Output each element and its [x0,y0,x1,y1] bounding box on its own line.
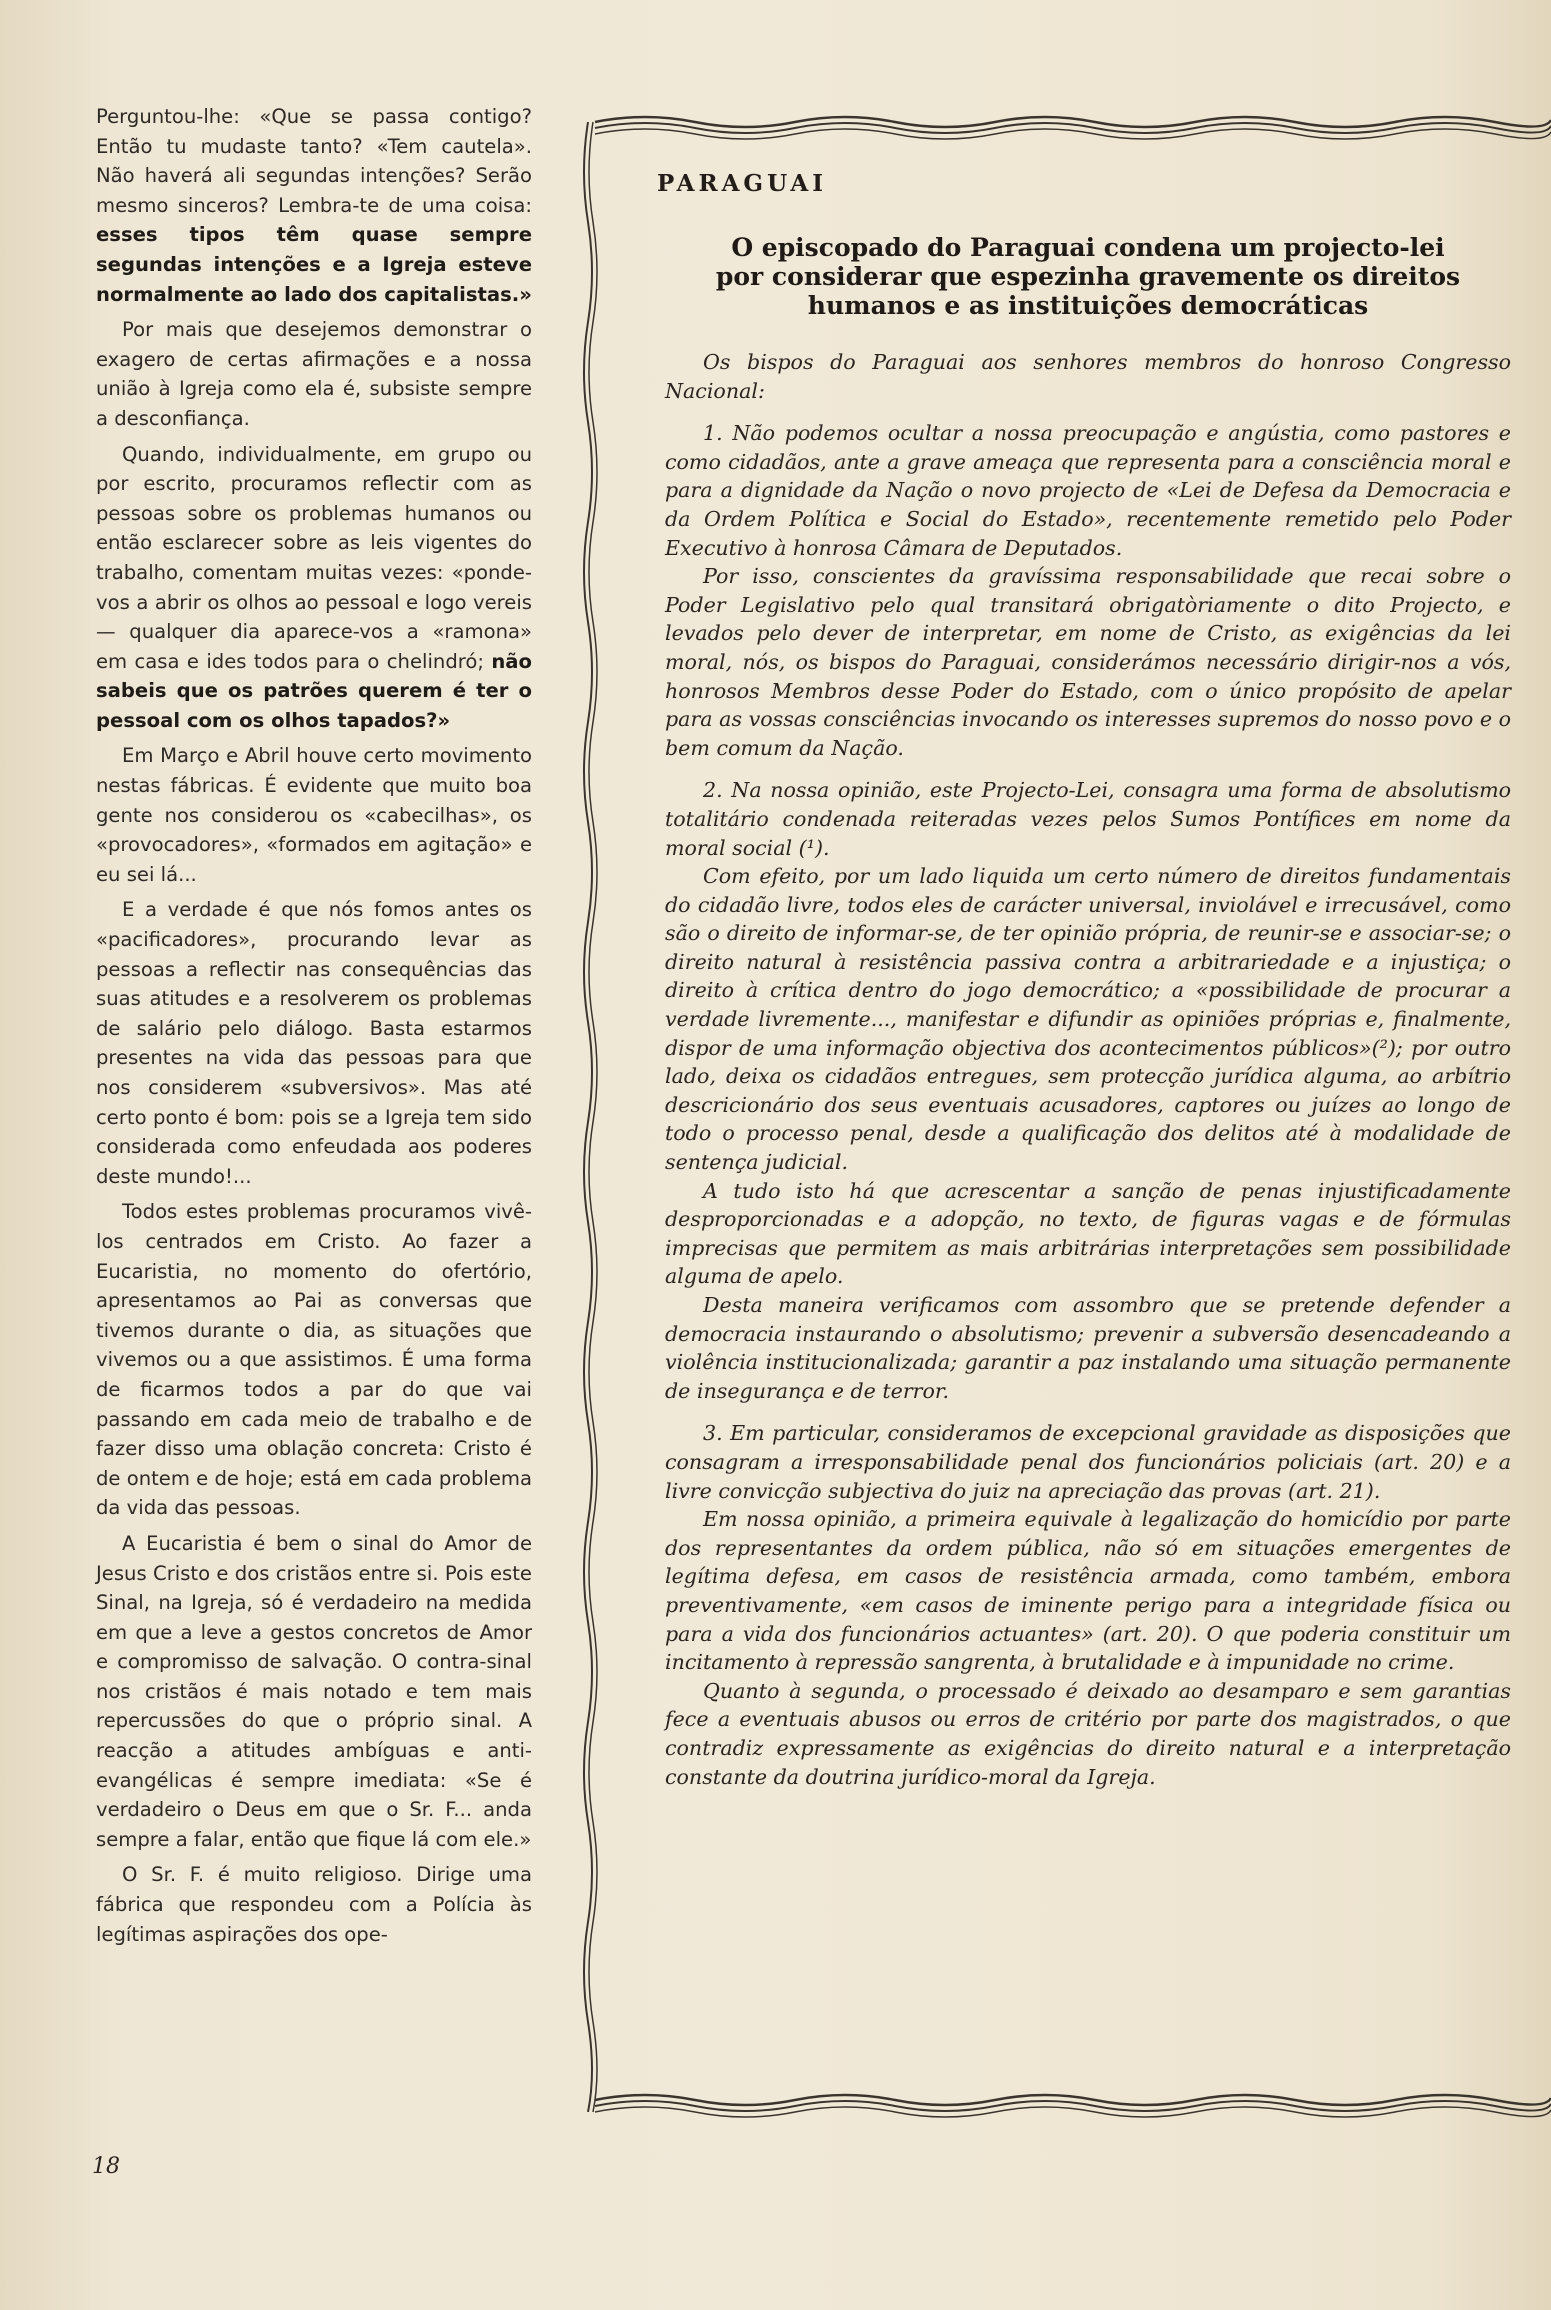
left-paragraph: Perguntou-lhe: «Que se passa contigo? Então tu mudaste tanto? «Tem cautela». Não haverá ali segundas intenções? Serão mesmo sinceros? Lembra-te de uma coisa: esses tipos têm quase sempre segundas intenções e a Igreja esteve normalmente ao lado dos capitalistas.» [96,105,532,306]
page-number: 18 [92,2154,120,2179]
left-paragraph: Quando, individualmente, em grupo ou por escrito, procuramos reflectir com as pessoas sobre os problemas humanos ou então esclarecer sobre as leis vigentes do trabalho, comentam muitas vezes: «ponde-vos a abrir os olhos ao pessoal e logo vereis — qualquer dia aparece-vos a «ramona» em casa e ides todos para o chelindró; não sabeis que os patrões querem é ter o pessoal com os olhos tapados?» [96,442,532,732]
headline-line: O episcopado do Paraguai condena um projecto-lei [731,233,1445,262]
article-paragraph: 2. Na nossa opinião, este Projecto-Lei, consagra uma forma de absolutismo totalitário condenada reiteradas vezes pelos Sumos Pontífices em nome da moral social (¹). [665,778,1511,860]
left-paragraph: Todos estes problemas procuramos vivê-los centrados em Cristo. Ao fazer a Eucaristia, no momento do ofertório, apresentamos ao Pai as conversas que tivemos durante o dia, as situações que vivemos ou a que assistimos. É uma forma de ficarmos todos a par do que vai passando em cada meio de trabalho e de fazer disso uma oblação concreta: Cristo é de ontem e de hoje; está em cada problema da vida das pessoas. [96,1200,532,1520]
wavy-border-bottom [585,2090,1551,2130]
salutation: Os bispos do Paraguai aos senhores membros do honroso Congresso Nacional: [665,350,1511,403]
article-paragraph: Por isso, conscientes da gravíssima responsabilidade que recai sobre o Poder Legislativo pelo qual transitará obrigatòriamente o dito Projecto, e levados pelo dever de interpretar, em nome de Cristo, as exigências da lei moral, nós, os bispos do Paraguai, considerámos necessário dirigir-nos a vós, honrosos Membros desse Poder do Estado, com o único propósito de apelar para as vossas consciências invocando os interesses supremos do nosso povo e o bem comum da Nação. [665,564,1511,760]
left-column [96,102,532,1955]
left-paragraph: E a verdade é que nós fomos antes os «pacificadores», procurando levar as pessoas a reflectir nas consequências das suas atitudes e a resolverem os problemas de salário pelo diálogo. Basta estarmos presentes na vida das pessoas para que nos considerem «subversivos». Mas até certo ponto é bom: pois se a Igreja tem sido considerada como enfeudada aos poderes deste mundo!... [96,898,532,1188]
article-paragraph: 3. Em particular, consideramos de excepcional gravidade as disposições que consagram a irresponsabilidade penal dos funcionários policiais (art. 20) e a livre convicção subjectiva do juiz na apreciação das provas (art. 21). [665,1421,1511,1503]
section-country-title: PARAGUAI [657,170,828,197]
left-paragraph: Por mais que desejemos demonstrar o exagero de certas afirmações e a nossa união à Igreja como ela é, subsiste sempre a desconfiança. [96,318,532,430]
headline-line: humanos e as instituições democráticas [807,291,1369,320]
left-paragraph: Em Março e Abril houve certo movimento nestas fábricas. É evidente que muito boa gente nos considerou os «cabecilhas», os «provocadores», «formados em agitação» e eu sei lá... [96,744,532,886]
article-paragraph: A tudo isto há que acrescentar a sanção de penas injustificadamente desproporcionadas e a adopção, no texto, de figuras vagas e de fórmulas imprecisas que permitem as mais arbitrárias interpretações sem possibilidade alguma de apelo. [665,1178,1511,1289]
wavy-border-top [585,108,1551,148]
article-paragraph: Em nossa opinião, a primeira equivale à legalização do homicídio por parte dos representantes da ordem pública, não só em situações emergentes de legítima defesa, em casos de resistência armada, como também, embora preventivamente, «em casos de iminente perigo para a integridade física ou para a vida dos funcionários actuantes» (art. 20). O que poderia constituir um incitamento à repressão sangrenta, à brutalidade e à impunidade no crime. [665,1507,1511,1675]
left-paragraph: A Eucaristia é bem o sinal do Amor de Jesus Cristo e dos cristãos entre si. Pois este Sinal, na Igreja, só é verdadeiro na medida em que a leve a gestos concretos de Amor e compromisso de salvação. O contra-sinal nos cristãos é mais notado e tem mais repercussões do que o próprio sinal. A reacção a atitudes ambíguas e anti-evangélicas é sempre imediata: «Se é verdadeiro o Deus em que o Sr. F... anda sempre a falar, então que fique lá com ele.» [96,1531,532,1851]
article-paragraph: 1. Não podemos ocultar a nossa preocupação e angústia, como pastores e como cidadãos, ante a grave ameaça que representa para a consciência moral e para a dignidade da Nação o novo projecto de «Lei de Defesa da Democracia e da Ordem Política e Social do Estado», recentemente remetido pelo Poder Executivo à honrosa Câmara de Deputados. [665,421,1511,560]
wavy-border-left [577,122,599,2112]
article-box [585,112,1551,2212]
article-paragraph: Desta maneira verificamos com assombro que se pretende defender a democracia instaurando o absolutismo; prevenir a subversão desencadeando a violência institucionalizada; garantir a paz instalando uma situação permanente de insegurança e de terror. [665,1293,1511,1403]
article-paragraph: Quanto à segunda, o processado é deixado ao desamparo e sem garantias fece a eventuais abusos ou erros de critério por parte dos magistrados, o que contradiz expressamente as exigências do direito natural e a interpretação constante da doutrina jurídico-moral da Igreja. [665,1678,1511,1789]
article-paragraph: Com efeito, por um lado liquida um certo número de direitos fundamentais do cidadão livre, todos eles de carácter universal, inviolável e irrecusável, como são o direito de informar-se, de ter opinião própria, de reunir-se e associar-se; o direito natural à resistência passiva contra a arbitrariedade e a injustiça; o direito à crítica dentro do jogo democrático; a «possibilidade de procurar a verdade livremente..., manifestar e difundir as opiniões próprias e, finalmente, dispor de uma informação objectiva dos acontecimentos públicos»(²); por outro lado, deixa os cidadãos entregues, sem protecção jurídica alguma, ao arbítrio descricionário dos seus eventuais acusadores, captores ou juízes ao longo de todo o processo penal, desde a qualificação dos delitos até à modalidade de sentença judicial. [665,864,1511,1175]
headline-line: por considerar que espezinha gravemente os direitos [715,262,1461,291]
article-content [657,170,1511,1791]
article-headline [665,233,1511,320]
article-body [665,348,1511,1791]
left-paragraph: O Sr. F. é muito religioso. Dirige uma fábrica que respondeu com a Polícia às legítimas aspirações dos ope- [96,1863,532,1946]
